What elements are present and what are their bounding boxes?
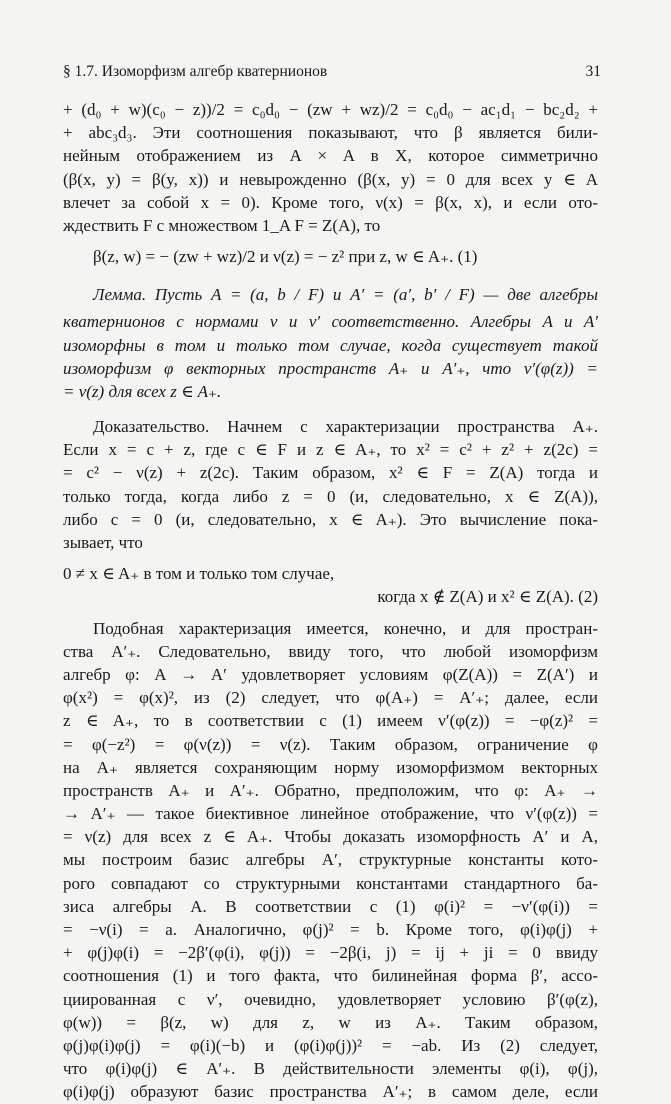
text-line: только тогда, когда либо z = 0 (и, следовательно, x ∈ Z(A)), (63, 486, 598, 506)
lemma-line: = ν(z) для всех z ∈ A₊. (63, 381, 222, 401)
text-line: что φ(i)φ(j) ∈ A′₊. В действительности элементы φ(i), φ(j), (63, 1059, 598, 1079)
lemma-line: изоморфизм φ векторных пространств A₊ и A′₊, что ν′(φ(z)) = (63, 358, 598, 378)
text-line: мы построим базис алгебры A′, структурные константы кото- (63, 850, 598, 870)
text-line: = c² − ν(z) + z(2c). Таким образом, x² ∈ F = Z(A) тогда и (63, 463, 598, 483)
lemma-line: Лемма. Пусть A = (a, b / F) и A′ = (a′, b′ / F) — две алгебры (93, 285, 598, 305)
page-number: 31 (585, 63, 601, 80)
text-line: = −ν(i) = a. Аналогично, φ(j)² = b. Кроме того, φ(i)φ(j) + (63, 920, 598, 939)
equation-2-line2: когда x ∉ Z(A) и x² ∈ Z(A). (2) (377, 587, 598, 607)
text-line: нейным отображением из A × A в X, которое симметрично (63, 146, 598, 166)
lemma-line: кватернионов с нормами ν и ν′ соответственно. Алгебры A и A′ (63, 312, 598, 332)
text-line: = ν(z) для всех z ∈ A₊. Чтобы доказать изоморфность A′ и A, (63, 827, 598, 847)
text-line: либо c = 0 (и, следовательно, x ∈ A₊). Это вычисление пока- (63, 509, 598, 529)
running-header (63, 63, 601, 85)
text-line: влечет за собой x = 0). Кроме того, ν(x) = β(x, x), и если ото- (63, 192, 598, 212)
text-line: φ(i)φ(j) образуют базис пространства A′₊; в самом деле, если (63, 1082, 598, 1102)
text-line: рого совпадают со структурными константами стандартного ба- (63, 873, 598, 893)
text-line: + abc₃d₃. Эти соотношения показывают, что β является били- (63, 123, 598, 143)
text-line: пространств A₊ и A′₊. Обратно, предположим, что φ: A₊ → (63, 780, 598, 800)
text-line: φ(x²) = φ(x)², из (2) следует, что φ(A₊) = A′₊; далее, если (63, 688, 598, 708)
text-line: алгебр φ: A → A′ удовлетворяет условиям φ(Z(A)) = Z(A′) и (63, 664, 598, 684)
text-line: φ(w)) = β(z, w) для z, w из A₊. Таким образом, (63, 1012, 598, 1032)
text-line: + (d₀ + w)(c₀ − z))/2 = c₀d₀ − (zw + wz)/2 = c₀d₀ − ac₁d₁ − bc₂d₂ + (63, 100, 598, 119)
equation-2-line1: 0 ≠ x ∈ A₊ в том и только том случае, (63, 564, 335, 584)
text-line: зывает, что (63, 533, 143, 552)
lemma-line: изоморфны в том и только том случае, когда существует такой (63, 335, 598, 355)
text-line: (β(x, y) = β(y, x)) и невырожденно (β(x, y) = 0 для всех y ∈ A (63, 169, 598, 189)
text-line: ства A′₊. Следовательно, ввиду того, что любой изоморфизм (63, 641, 598, 661)
text-line: → A′₊ — такое биективное линейное отображение, что ν′(φ(z)) = (63, 804, 598, 824)
equation-1: β(z, w) = − (zw + wz)/2 и ν(z) = − z² при z, w ∈ A₊. (1) (93, 247, 478, 267)
text-line: Подобная характеризация имеется, конечно, и для простран- (93, 618, 598, 638)
body-text (63, 98, 598, 1104)
proof-line: Доказательство. Начнем с характеризации пространства A₊. (93, 417, 598, 437)
text-line: на A₊ является сохраняющим норму изоморфизмом векторных (63, 757, 598, 777)
text-line: z ∈ A₊, то в соответствии с (1) имеем ν′(φ(z)) = −φ(z)² = (63, 711, 598, 731)
text-line: = φ(−z²) = φ(ν(z)) = ν(z). Таким образом, ограничение φ (63, 734, 598, 754)
text-line: φ(j)φ(i)φ(j) = φ(i)(−b) и (φ(i)φ(j))² = −ab. Из (2) следует, (63, 1035, 598, 1055)
text-line: ждествить F с множеством 1_A F = Z(A), то (63, 215, 381, 235)
section-title: § 1.7. Изоморфизм алгебр кватернионов (63, 63, 328, 80)
text-line: зиса алгебры A. В соответствии с (1) φ(i)² = −ν′(φ(i)) = (63, 896, 598, 916)
text-line: Если x = c + z, где c ∈ F и z ∈ A₊, то x² = c² + z² + z(2c) = (63, 440, 598, 460)
text-line: + φ(j)φ(i) = −2β′(φ(i), φ(j)) = −2β(i, j) = ij + ji = 0 ввиду (63, 943, 598, 963)
text-line: соотношения (1) и того факта, что билинейная форма β′, ассо- (63, 966, 598, 986)
text-line: циированная с ν′, очевидно, удовлетворяет условию β′(φ(z), (63, 989, 598, 1009)
